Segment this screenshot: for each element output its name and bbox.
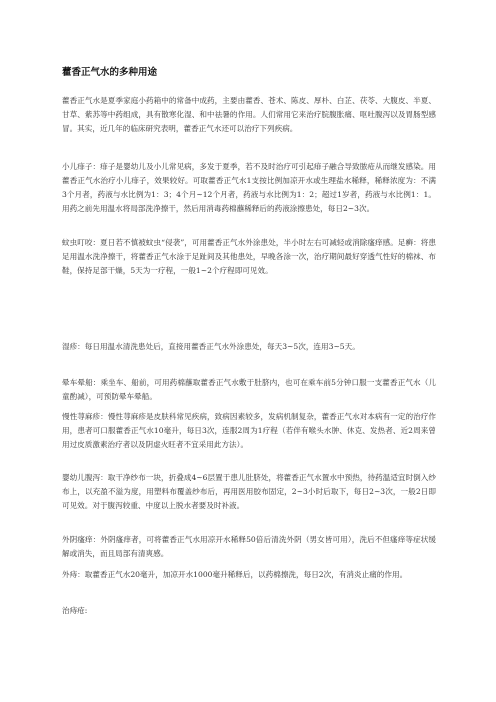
paragraph-external-hemorrhoid: 外痔：取藿香正气水20毫升，加凉开水1000毫升稀释后，以药棉擦洗，每日2次，有消炎止痛的作用。: [62, 570, 408, 579]
paragraph-mosquito-bite: 蚊虫叮咬：夏日若不慎被蚊虫“侵袭”，可用藿香正气水外涂患处，半小时左右可减轻或消除瘙痒感。足癣：将患足用温水洗净擦干，将藿香正气水涂于足趾间及其他患处，早晚各涂一次，治疗期间最好穿透气性好的棉袜、布鞋，保持足部干燥，5天为一疗程，一般1~2个疗程即可见效。: [62, 238, 436, 275]
paragraph-chronic-urticaria: 慢性荨麻疹：慢性荨麻疹是皮肤科常见疾病，致病因素较多，发病机制复杂，藿香正气水对本病有一定的治疗作用，患者可口服藿香正气水10毫升，每日3次，连服2周为1疗程（若伴有喉头水肿、休克、发热者、近2周来曾用过皮质激素治疗者以及阴虚火旺者不宜采用此方法）。: [62, 412, 436, 449]
paragraph-infant-diarrhea: 婴幼儿腹泻：取干净纱布一块，折叠成4~6层置于患儿肚脐处，将藿香正气水置水中预热，待药温适宜时倒入纱布上，以充盈不溢为度，用塑料布覆盖纱布后，再用医用胶布固定，2~3小时后取下，每日2~3次，一般2日即可见效。对于腹泻较重、中度以上脱水者要及时补液。: [62, 473, 436, 510]
document-title: 藿香正气水的多种用途: [62, 67, 158, 78]
paragraph-intro: 藿香正气水是夏季家庭小药箱中的常备中成药，主要由藿香、苍术、陈皮、厚朴、白芷、茯苓、大腹皮、半夏、甘草、紫苏等中药组成，具有散寒化湿、和中祛暑的作用。人们常用它来治疗脘腹胀痛、呕吐腹泻以及胃肠型感冒。其实，近几年的临床研究表明，藿香正气水还可以治疗下列疾病。: [62, 96, 436, 133]
paragraph-vulvar-itch: 外阴瘙痒：外阴瘙痒者，可将藿香正气水用凉开水稀释50倍后清洗外阴（男女皆可用），洗后不但瘙痒等症状缓解或消失，而且局部有清爽感。: [62, 535, 436, 558]
paragraph-motion-sickness: 晕车晕船：乘坐车、船前，可用药棉蘸取藿香正气水敷于肚脐内，也可在乘车前5分钟口服一支藿香正气水（儿童酌减），可预防晕车晕船。: [62, 378, 436, 401]
paragraph-hemorrhoid-heading: 治痔疮:: [62, 606, 88, 615]
paragraph-eczema: 湿疹：每日用温水清洗患处后，直接用藿香正气水外涂患处，每天3~5次，连用3~5天。: [62, 342, 360, 351]
paragraph-kid-rash: 小儿痱子：痱子是婴幼儿及小儿常见病，多发于夏季，若不及时治疗可引起痱子融合导致脓疮从而继发感染。用藿香正气水治疗小儿痱子，效果较好。可取藿香正气水1支按比例加凉开水或生理盐水稀释，稀释浓度为：不满3个月者，药液与水比例为1：3；4个月~12个月者，药液与水比例为1：2；超过1岁者，药液与水比例1：1。用药之前先用温水将局部洗净擦干，然后用消毒药棉蘸稀释后的药液涂擦患处，每日2~3次。: [62, 162, 436, 213]
